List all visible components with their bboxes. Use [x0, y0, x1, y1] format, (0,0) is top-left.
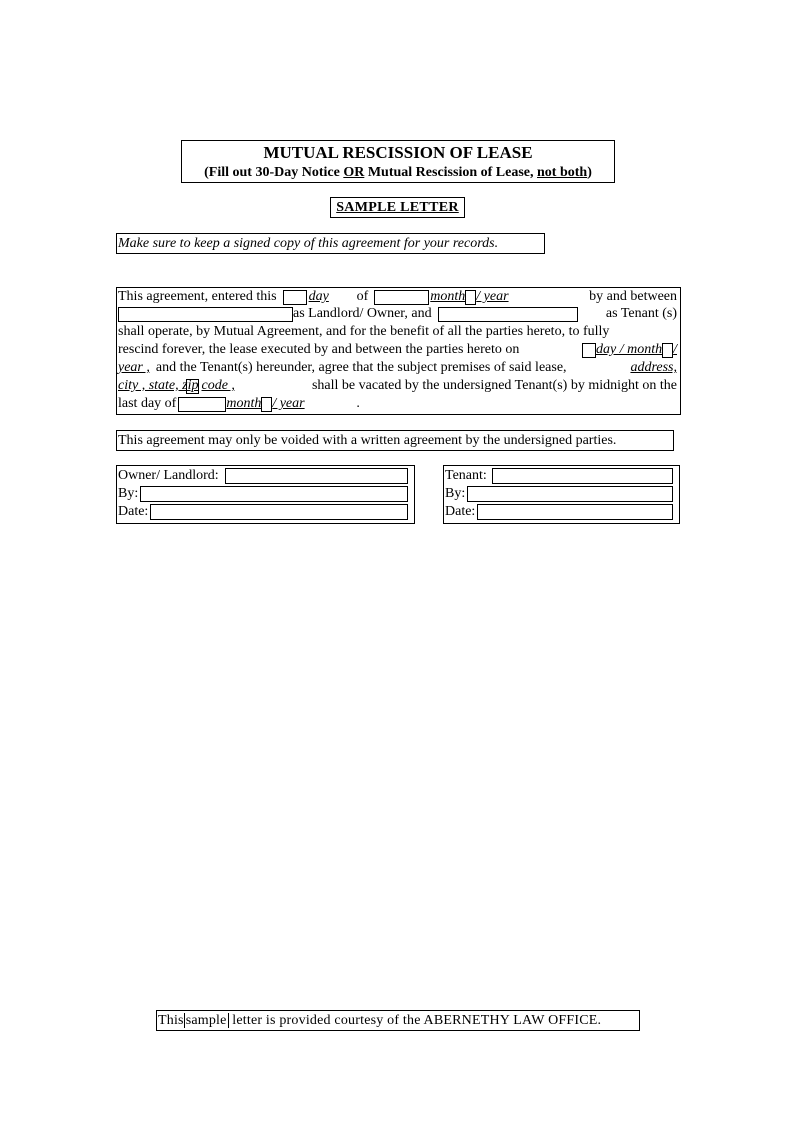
tenant-signature-block [443, 465, 680, 524]
subtitle-middle: Mutual Rescission of Lease, [364, 165, 537, 180]
owner-signature-field[interactable] [225, 468, 408, 484]
tenant-date-field[interactable] [477, 504, 673, 520]
reminder-note: Make sure to keep a signed copy of this agreement for your records. [116, 233, 545, 254]
lease-date-hint: day / month [596, 342, 663, 357]
tenant-role-text: as Tenant (s) [605, 306, 677, 321]
footer-text: letter is provided courtesy of the ABERNETHY LAW OFFICE. [232, 1013, 602, 1028]
rescind-text: rescind forever, the lease executed by and between the parties hereto on [118, 342, 520, 357]
sample-letter-label [330, 197, 465, 218]
subtitle-or: OR [343, 165, 365, 180]
zip-field[interactable] [186, 379, 199, 394]
title-box [181, 140, 615, 183]
tenant-date-label: Date: [445, 504, 476, 519]
footer-word-sample: sample [185, 1013, 227, 1028]
document-subtitle [182, 164, 614, 181]
agreement-line-6 [118, 377, 677, 395]
subtitle-not-both: not both [537, 165, 588, 180]
agreement-body [116, 287, 681, 415]
agreement-line-5 [118, 359, 677, 377]
day-hint: day [308, 289, 329, 304]
document-title: MUTUAL RESCISSION OF LEASE [263, 143, 533, 162]
day-field[interactable] [283, 290, 307, 305]
address-hint: address, [630, 360, 677, 375]
last-day-text: last day of [118, 396, 177, 411]
agreement-line-4 [118, 341, 677, 359]
tenant-row [445, 467, 677, 485]
month-hint: month [430, 289, 466, 304]
vacate-text: shall be vacated by the undersigned Tenant(s) by midnight on the [311, 378, 677, 393]
owner-date-row [118, 503, 412, 521]
lease-year-hint: year , [118, 360, 150, 375]
tenant-name-field[interactable] [438, 307, 578, 322]
tenant-date-row [445, 503, 677, 521]
by-and-between-text: by and between [589, 289, 677, 304]
agreement-line-7 [118, 395, 677, 413]
premises-text: and the Tenant(s) hereunder, agree that the subject premises of said lease, [155, 360, 567, 375]
of-text: of [356, 289, 369, 304]
vacate-month-hint: month [226, 396, 262, 411]
vacate-month-field[interactable] [178, 397, 226, 412]
tenant-label: Tenant: [445, 468, 487, 483]
city-state-zip-hint: city , state, zip [118, 378, 199, 393]
vacate-year-hint: / year [272, 396, 305, 411]
lease-date-divider-field[interactable] [662, 343, 673, 358]
owner-date-label: Date: [118, 504, 149, 519]
landlord-role-text: as Landlord/ Owner, and [293, 306, 432, 321]
lease-date-slash: / [673, 342, 677, 357]
landlord-name-field[interactable] [118, 307, 293, 322]
vacate-divider-field[interactable] [261, 397, 272, 412]
tenant-by-row [445, 485, 677, 503]
subtitle-suffix: ) [587, 165, 592, 180]
month-field[interactable] [374, 290, 429, 305]
sample-letter-text: SAMPLE LETTER [336, 200, 459, 215]
tenant-by-label: By: [445, 486, 466, 501]
tenant-by-field[interactable] [467, 486, 673, 502]
agreement-intro-text: This agreement, entered this [118, 289, 277, 304]
agreement-line-3 [118, 323, 677, 341]
year-hint: / year [476, 289, 509, 304]
owner-signature-block [116, 465, 415, 524]
owner-by-field[interactable] [140, 486, 408, 502]
agreement-line-2 [118, 305, 677, 323]
owner-by-label: By: [118, 486, 139, 501]
owner-row [118, 467, 412, 485]
agreement-line-1 [118, 288, 677, 306]
tenant-signature-field[interactable] [492, 468, 673, 484]
owner-by-row [118, 485, 412, 503]
lease-date-field[interactable] [582, 343, 596, 358]
void-notice: This agreement may only be voided with a written agreement by the undersigned parties. [116, 430, 674, 451]
period: . [356, 396, 360, 411]
agreement-clause-text: shall operate, by Mutual Agreement, and for the benefit of all the parties hereto, to fully [118, 324, 610, 339]
owner-label: Owner/ Landlord: [118, 468, 219, 483]
footer-word-this: This [158, 1013, 184, 1028]
month-divider-field[interactable] [465, 290, 476, 305]
subtitle-prefix: (Fill out 30-Day Notice [204, 165, 344, 180]
code-hint: code , [201, 378, 235, 393]
footer-courtesy [156, 1010, 640, 1031]
owner-date-field[interactable] [150, 504, 408, 520]
